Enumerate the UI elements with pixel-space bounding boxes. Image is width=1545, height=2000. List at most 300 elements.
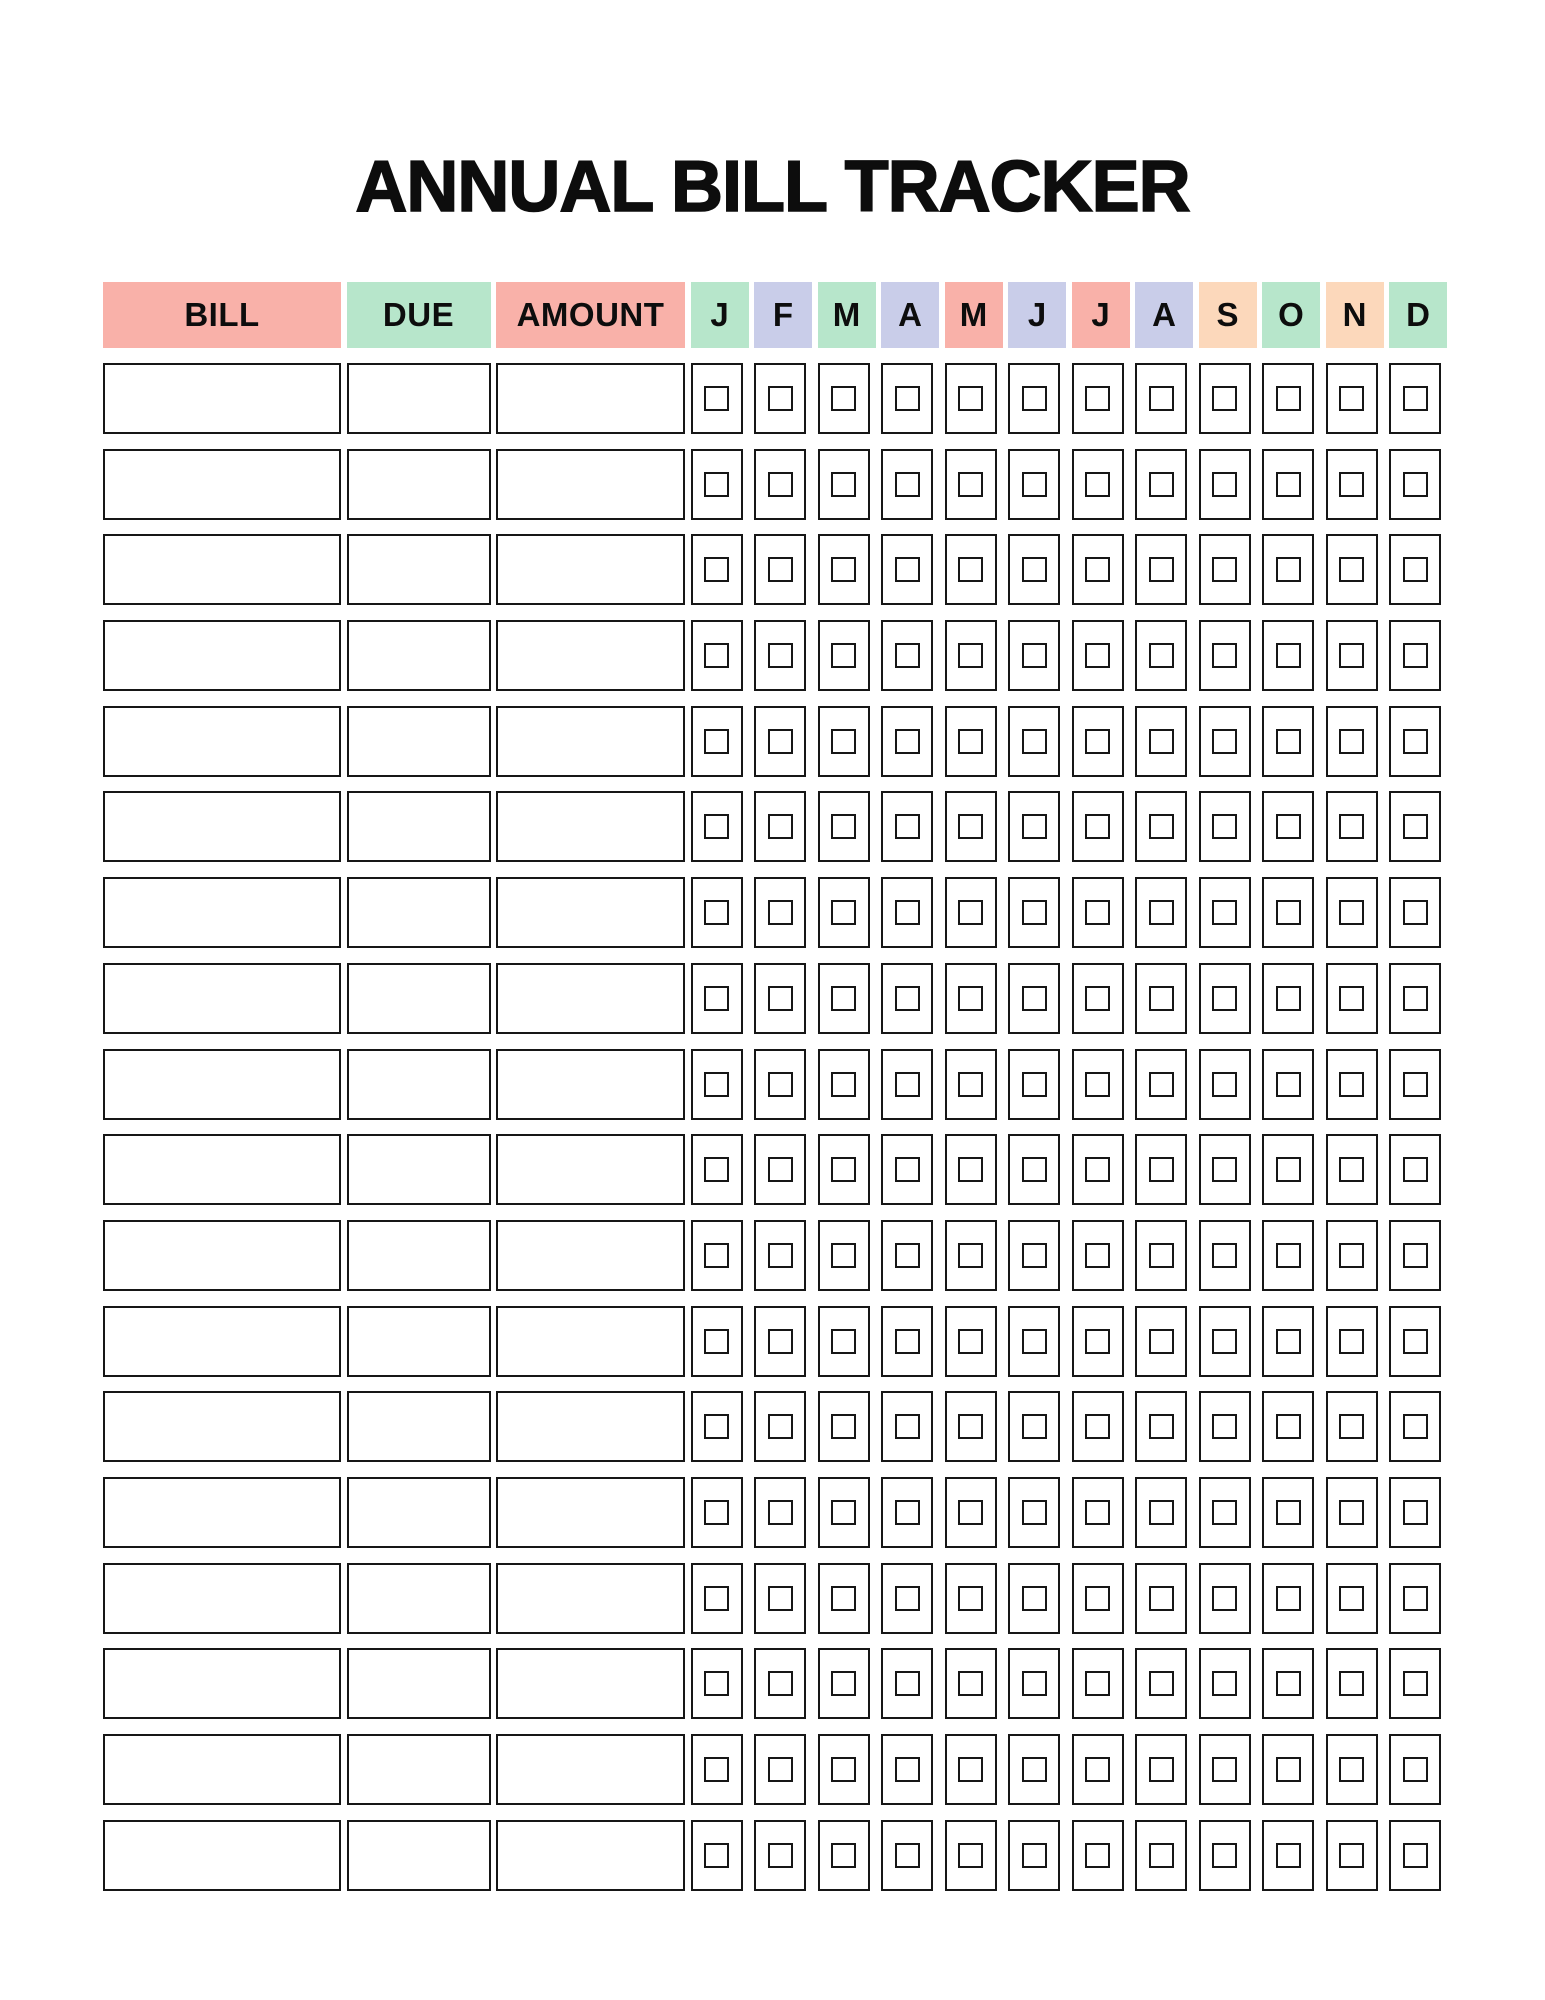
checkbox-inner-square bbox=[1149, 557, 1174, 582]
august-paid-checkbox[interactable] bbox=[1135, 1134, 1187, 1205]
amount-field[interactable] bbox=[496, 706, 685, 777]
march-paid-checkbox[interactable] bbox=[818, 1820, 870, 1891]
april-paid-checkbox[interactable] bbox=[881, 449, 933, 520]
may-paid-checkbox[interactable] bbox=[945, 1563, 997, 1634]
february-paid-checkbox[interactable] bbox=[754, 1477, 806, 1548]
july-paid-checkbox[interactable] bbox=[1072, 620, 1124, 691]
may-paid-checkbox[interactable] bbox=[945, 1134, 997, 1205]
april-paid-checkbox[interactable] bbox=[881, 363, 933, 434]
august-paid-checkbox[interactable] bbox=[1135, 1477, 1187, 1548]
september-paid-checkbox[interactable] bbox=[1199, 963, 1251, 1034]
due-field[interactable] bbox=[347, 363, 491, 434]
march-paid-checkbox[interactable] bbox=[818, 1134, 870, 1205]
september-paid-checkbox[interactable] bbox=[1199, 363, 1251, 434]
january-paid-checkbox[interactable] bbox=[691, 534, 743, 605]
march-paid-checkbox[interactable] bbox=[818, 1734, 870, 1805]
april-paid-checkbox[interactable] bbox=[881, 1049, 933, 1120]
july-paid-checkbox[interactable] bbox=[1072, 1134, 1124, 1205]
due-field[interactable] bbox=[347, 877, 491, 948]
checkbox-inner-square bbox=[895, 386, 920, 411]
november-paid-checkbox[interactable] bbox=[1326, 1820, 1378, 1891]
june-paid-checkbox[interactable] bbox=[1008, 1477, 1060, 1548]
january-paid-checkbox[interactable] bbox=[691, 877, 743, 948]
march-paid-checkbox[interactable] bbox=[818, 1220, 870, 1291]
august-paid-checkbox[interactable] bbox=[1135, 1820, 1187, 1891]
january-paid-checkbox[interactable] bbox=[691, 1820, 743, 1891]
june-paid-checkbox[interactable] bbox=[1008, 363, 1060, 434]
november-paid-checkbox[interactable] bbox=[1326, 791, 1378, 862]
may-paid-checkbox[interactable] bbox=[945, 877, 997, 948]
august-paid-checkbox[interactable] bbox=[1135, 449, 1187, 520]
january-paid-checkbox[interactable] bbox=[691, 1477, 743, 1548]
may-paid-checkbox[interactable] bbox=[945, 1306, 997, 1377]
due-field[interactable] bbox=[347, 1477, 491, 1548]
amount-field[interactable] bbox=[496, 963, 685, 1034]
august-paid-checkbox[interactable] bbox=[1135, 877, 1187, 948]
may-paid-checkbox[interactable] bbox=[945, 963, 997, 1034]
checkbox-inner-square bbox=[1149, 643, 1174, 668]
amount-field[interactable] bbox=[496, 1734, 685, 1805]
amount-field[interactable] bbox=[496, 1648, 685, 1719]
february-paid-checkbox[interactable] bbox=[754, 963, 806, 1034]
august-paid-checkbox[interactable] bbox=[1135, 620, 1187, 691]
september-paid-checkbox[interactable] bbox=[1199, 1306, 1251, 1377]
october-paid-checkbox[interactable] bbox=[1262, 1563, 1314, 1634]
november-paid-checkbox[interactable] bbox=[1326, 1734, 1378, 1805]
april-paid-checkbox[interactable] bbox=[881, 620, 933, 691]
december-paid-checkbox[interactable] bbox=[1389, 1820, 1441, 1891]
january-paid-checkbox[interactable] bbox=[691, 1220, 743, 1291]
september-paid-checkbox[interactable] bbox=[1199, 706, 1251, 777]
january-paid-checkbox[interactable] bbox=[691, 1391, 743, 1462]
june-paid-checkbox[interactable] bbox=[1008, 1134, 1060, 1205]
december-paid-checkbox[interactable] bbox=[1389, 1049, 1441, 1120]
june-paid-checkbox[interactable] bbox=[1008, 1391, 1060, 1462]
due-field[interactable] bbox=[347, 1306, 491, 1377]
february-paid-checkbox[interactable] bbox=[754, 1391, 806, 1462]
june-paid-checkbox[interactable] bbox=[1008, 1563, 1060, 1634]
october-paid-checkbox[interactable] bbox=[1262, 963, 1314, 1034]
may-paid-checkbox[interactable] bbox=[945, 1391, 997, 1462]
april-paid-checkbox[interactable] bbox=[881, 1134, 933, 1205]
november-paid-checkbox[interactable] bbox=[1326, 1220, 1378, 1291]
december-paid-checkbox[interactable] bbox=[1389, 791, 1441, 862]
april-paid-checkbox[interactable] bbox=[881, 1391, 933, 1462]
due-field[interactable] bbox=[347, 1734, 491, 1805]
july-paid-checkbox[interactable] bbox=[1072, 1734, 1124, 1805]
amount-field[interactable] bbox=[496, 1220, 685, 1291]
december-paid-checkbox[interactable] bbox=[1389, 1306, 1441, 1377]
april-paid-checkbox[interactable] bbox=[881, 877, 933, 948]
april-paid-checkbox[interactable] bbox=[881, 791, 933, 862]
april-paid-checkbox[interactable] bbox=[881, 706, 933, 777]
checkbox-inner-square bbox=[1149, 1586, 1174, 1611]
due-field[interactable] bbox=[347, 1049, 491, 1120]
november-paid-checkbox[interactable] bbox=[1326, 449, 1378, 520]
due-field[interactable] bbox=[347, 1820, 491, 1891]
due-field[interactable] bbox=[347, 1563, 491, 1634]
due-field[interactable] bbox=[347, 963, 491, 1034]
november-paid-checkbox[interactable] bbox=[1326, 1563, 1378, 1634]
november-paid-checkbox[interactable] bbox=[1326, 620, 1378, 691]
may-paid-checkbox[interactable] bbox=[945, 534, 997, 605]
february-paid-checkbox[interactable] bbox=[754, 363, 806, 434]
bill-field[interactable] bbox=[103, 534, 341, 605]
april-paid-checkbox[interactable] bbox=[881, 1563, 933, 1634]
bill-row-6 bbox=[103, 791, 1447, 862]
checkbox-inner-square bbox=[958, 1757, 983, 1782]
october-paid-checkbox[interactable] bbox=[1262, 363, 1314, 434]
june-paid-checkbox[interactable] bbox=[1008, 877, 1060, 948]
november-paid-checkbox[interactable] bbox=[1326, 534, 1378, 605]
october-paid-checkbox[interactable] bbox=[1262, 534, 1314, 605]
august-paid-checkbox[interactable] bbox=[1135, 1306, 1187, 1377]
july-paid-checkbox[interactable] bbox=[1072, 963, 1124, 1034]
june-paid-checkbox[interactable] bbox=[1008, 1049, 1060, 1120]
january-paid-checkbox[interactable] bbox=[691, 791, 743, 862]
april-paid-checkbox[interactable] bbox=[881, 1648, 933, 1719]
december-paid-checkbox[interactable] bbox=[1389, 963, 1441, 1034]
november-paid-checkbox[interactable] bbox=[1326, 1648, 1378, 1719]
april-paid-checkbox[interactable] bbox=[881, 534, 933, 605]
february-paid-checkbox[interactable] bbox=[754, 1648, 806, 1719]
july-paid-checkbox[interactable] bbox=[1072, 1563, 1124, 1634]
may-paid-checkbox[interactable] bbox=[945, 1820, 997, 1891]
checkbox-inner-square bbox=[895, 1414, 920, 1439]
bill-field[interactable] bbox=[103, 1477, 341, 1548]
october-paid-checkbox[interactable] bbox=[1262, 620, 1314, 691]
february-paid-checkbox[interactable] bbox=[754, 791, 806, 862]
july-paid-checkbox[interactable] bbox=[1072, 1391, 1124, 1462]
checkbox-inner-square bbox=[768, 1843, 793, 1868]
december-paid-checkbox[interactable] bbox=[1389, 363, 1441, 434]
july-paid-checkbox[interactable] bbox=[1072, 1220, 1124, 1291]
september-paid-checkbox[interactable] bbox=[1199, 1134, 1251, 1205]
may-paid-checkbox[interactable] bbox=[945, 1648, 997, 1719]
amount-field[interactable] bbox=[496, 1563, 685, 1634]
september-paid-checkbox[interactable] bbox=[1199, 534, 1251, 605]
october-paid-checkbox[interactable] bbox=[1262, 1134, 1314, 1205]
february-paid-checkbox[interactable] bbox=[754, 1306, 806, 1377]
december-paid-checkbox[interactable] bbox=[1389, 1134, 1441, 1205]
february-paid-checkbox[interactable] bbox=[754, 1563, 806, 1634]
amount-field[interactable] bbox=[496, 1306, 685, 1377]
january-paid-checkbox[interactable] bbox=[691, 706, 743, 777]
january-paid-checkbox[interactable] bbox=[691, 1134, 743, 1205]
december-paid-checkbox[interactable] bbox=[1389, 1391, 1441, 1462]
march-paid-checkbox[interactable] bbox=[818, 449, 870, 520]
april-paid-checkbox[interactable] bbox=[881, 963, 933, 1034]
bill-field[interactable] bbox=[103, 620, 341, 691]
bill-field[interactable] bbox=[103, 1820, 341, 1891]
amount-field[interactable] bbox=[496, 534, 685, 605]
february-paid-checkbox[interactable] bbox=[754, 706, 806, 777]
bill-field[interactable] bbox=[103, 1220, 341, 1291]
january-paid-checkbox[interactable] bbox=[691, 1049, 743, 1120]
march-paid-checkbox[interactable] bbox=[818, 1648, 870, 1719]
february-paid-checkbox[interactable] bbox=[754, 877, 806, 948]
month-header-july: J bbox=[1072, 282, 1130, 348]
bill-field[interactable] bbox=[103, 706, 341, 777]
amount-field[interactable] bbox=[496, 1049, 685, 1120]
bill-field[interactable] bbox=[103, 877, 341, 948]
july-paid-checkbox[interactable] bbox=[1072, 1306, 1124, 1377]
january-paid-checkbox[interactable] bbox=[691, 1563, 743, 1634]
checkbox-inner-square bbox=[1212, 1671, 1237, 1696]
january-paid-checkbox[interactable] bbox=[691, 963, 743, 1034]
august-paid-checkbox[interactable] bbox=[1135, 791, 1187, 862]
june-paid-checkbox[interactable] bbox=[1008, 449, 1060, 520]
bill-field[interactable] bbox=[103, 449, 341, 520]
november-paid-checkbox[interactable] bbox=[1326, 877, 1378, 948]
march-paid-checkbox[interactable] bbox=[818, 1306, 870, 1377]
march-paid-checkbox[interactable] bbox=[818, 963, 870, 1034]
checkbox-inner-square bbox=[895, 1157, 920, 1182]
november-paid-checkbox[interactable] bbox=[1326, 1306, 1378, 1377]
due-field[interactable] bbox=[347, 620, 491, 691]
checkbox-inner-square bbox=[1339, 729, 1364, 754]
august-paid-checkbox[interactable] bbox=[1135, 1648, 1187, 1719]
amount-field[interactable] bbox=[496, 1391, 685, 1462]
checkbox-inner-square bbox=[958, 729, 983, 754]
checkbox-inner-square bbox=[1149, 986, 1174, 1011]
may-paid-checkbox[interactable] bbox=[945, 1477, 997, 1548]
may-paid-checkbox[interactable] bbox=[945, 1734, 997, 1805]
august-paid-checkbox[interactable] bbox=[1135, 534, 1187, 605]
january-paid-checkbox[interactable] bbox=[691, 363, 743, 434]
due-field[interactable] bbox=[347, 1391, 491, 1462]
november-paid-checkbox[interactable] bbox=[1326, 1477, 1378, 1548]
march-paid-checkbox[interactable] bbox=[818, 1391, 870, 1462]
september-paid-checkbox[interactable] bbox=[1199, 1734, 1251, 1805]
due-field[interactable] bbox=[347, 1648, 491, 1719]
august-paid-checkbox[interactable] bbox=[1135, 1049, 1187, 1120]
september-paid-checkbox[interactable] bbox=[1199, 620, 1251, 691]
bill-tracker-table bbox=[103, 282, 1447, 1891]
due-field[interactable] bbox=[347, 449, 491, 520]
december-paid-checkbox[interactable] bbox=[1389, 1477, 1441, 1548]
april-paid-checkbox[interactable] bbox=[881, 1820, 933, 1891]
july-paid-checkbox[interactable] bbox=[1072, 449, 1124, 520]
september-paid-checkbox[interactable] bbox=[1199, 1648, 1251, 1719]
december-paid-checkbox[interactable] bbox=[1389, 1648, 1441, 1719]
checkbox-inner-square bbox=[895, 557, 920, 582]
march-paid-checkbox[interactable] bbox=[818, 534, 870, 605]
october-paid-checkbox[interactable] bbox=[1262, 1306, 1314, 1377]
june-paid-checkbox[interactable] bbox=[1008, 1734, 1060, 1805]
bill-field[interactable] bbox=[103, 1648, 341, 1719]
october-paid-checkbox[interactable] bbox=[1262, 706, 1314, 777]
amount-field[interactable] bbox=[496, 1477, 685, 1548]
july-paid-checkbox[interactable] bbox=[1072, 534, 1124, 605]
july-paid-checkbox[interactable] bbox=[1072, 706, 1124, 777]
december-paid-checkbox[interactable] bbox=[1389, 1220, 1441, 1291]
september-paid-checkbox[interactable] bbox=[1199, 1820, 1251, 1891]
checkbox-inner-square bbox=[1403, 1757, 1428, 1782]
amount-field[interactable] bbox=[496, 1134, 685, 1205]
july-paid-checkbox[interactable] bbox=[1072, 791, 1124, 862]
july-paid-checkbox[interactable] bbox=[1072, 363, 1124, 434]
february-paid-checkbox[interactable] bbox=[754, 1134, 806, 1205]
july-paid-checkbox[interactable] bbox=[1072, 1049, 1124, 1120]
due-field[interactable] bbox=[347, 791, 491, 862]
april-paid-checkbox[interactable] bbox=[881, 1477, 933, 1548]
february-paid-checkbox[interactable] bbox=[754, 620, 806, 691]
october-paid-checkbox[interactable] bbox=[1262, 1220, 1314, 1291]
amount-field[interactable] bbox=[496, 363, 685, 434]
checkbox-inner-square bbox=[1339, 643, 1364, 668]
may-paid-checkbox[interactable] bbox=[945, 791, 997, 862]
october-paid-checkbox[interactable] bbox=[1262, 1391, 1314, 1462]
june-paid-checkbox[interactable] bbox=[1008, 1820, 1060, 1891]
february-paid-checkbox[interactable] bbox=[754, 1734, 806, 1805]
april-paid-checkbox[interactable] bbox=[881, 1734, 933, 1805]
november-paid-checkbox[interactable] bbox=[1326, 1049, 1378, 1120]
may-paid-checkbox[interactable] bbox=[945, 706, 997, 777]
checkbox-inner-square bbox=[1339, 1500, 1364, 1525]
december-paid-checkbox[interactable] bbox=[1389, 534, 1441, 605]
august-paid-checkbox[interactable] bbox=[1135, 963, 1187, 1034]
august-paid-checkbox[interactable] bbox=[1135, 1220, 1187, 1291]
february-paid-checkbox[interactable] bbox=[754, 1220, 806, 1291]
january-paid-checkbox[interactable] bbox=[691, 1648, 743, 1719]
july-paid-checkbox[interactable] bbox=[1072, 1820, 1124, 1891]
amount-field[interactable] bbox=[496, 791, 685, 862]
september-paid-checkbox[interactable] bbox=[1199, 1049, 1251, 1120]
march-paid-checkbox[interactable] bbox=[818, 791, 870, 862]
october-paid-checkbox[interactable] bbox=[1262, 1049, 1314, 1120]
amount-field[interactable] bbox=[496, 449, 685, 520]
amount-field[interactable] bbox=[496, 620, 685, 691]
bill-field[interactable] bbox=[103, 1306, 341, 1377]
amount-field[interactable] bbox=[496, 877, 685, 948]
september-paid-checkbox[interactable] bbox=[1199, 877, 1251, 948]
march-paid-checkbox[interactable] bbox=[818, 1477, 870, 1548]
bill-field[interactable] bbox=[103, 791, 341, 862]
checkbox-inner-square bbox=[958, 814, 983, 839]
due-field[interactable] bbox=[347, 706, 491, 777]
september-paid-checkbox[interactable] bbox=[1199, 449, 1251, 520]
november-paid-checkbox[interactable] bbox=[1326, 1391, 1378, 1462]
march-paid-checkbox[interactable] bbox=[818, 620, 870, 691]
amount-field[interactable] bbox=[496, 1820, 685, 1891]
june-paid-checkbox[interactable] bbox=[1008, 1306, 1060, 1377]
september-paid-checkbox[interactable] bbox=[1199, 791, 1251, 862]
bill-field[interactable] bbox=[103, 1049, 341, 1120]
checkbox-inner-square bbox=[1022, 900, 1047, 925]
checkbox-inner-square bbox=[704, 986, 729, 1011]
october-paid-checkbox[interactable] bbox=[1262, 1734, 1314, 1805]
may-paid-checkbox[interactable] bbox=[945, 620, 997, 691]
october-paid-checkbox[interactable] bbox=[1262, 877, 1314, 948]
may-paid-checkbox[interactable] bbox=[945, 449, 997, 520]
august-paid-checkbox[interactable] bbox=[1135, 1734, 1187, 1805]
november-paid-checkbox[interactable] bbox=[1326, 363, 1378, 434]
bill-field[interactable] bbox=[103, 1734, 341, 1805]
february-paid-checkbox[interactable] bbox=[754, 449, 806, 520]
january-paid-checkbox[interactable] bbox=[691, 620, 743, 691]
checkbox-inner-square bbox=[1276, 386, 1301, 411]
november-paid-checkbox[interactable] bbox=[1326, 1134, 1378, 1205]
march-paid-checkbox[interactable] bbox=[818, 1563, 870, 1634]
august-paid-checkbox[interactable] bbox=[1135, 363, 1187, 434]
may-paid-checkbox[interactable] bbox=[945, 1220, 997, 1291]
march-paid-checkbox[interactable] bbox=[818, 706, 870, 777]
bill-field[interactable] bbox=[103, 363, 341, 434]
checkbox-inner-square bbox=[1212, 386, 1237, 411]
december-paid-checkbox[interactable] bbox=[1389, 706, 1441, 777]
december-paid-checkbox[interactable] bbox=[1389, 620, 1441, 691]
june-paid-checkbox[interactable] bbox=[1008, 1220, 1060, 1291]
checkbox-inner-square bbox=[958, 1586, 983, 1611]
bill-field[interactable] bbox=[103, 1134, 341, 1205]
october-paid-checkbox[interactable] bbox=[1262, 1820, 1314, 1891]
december-paid-checkbox[interactable] bbox=[1389, 449, 1441, 520]
due-field[interactable] bbox=[347, 534, 491, 605]
april-paid-checkbox[interactable] bbox=[881, 1306, 933, 1377]
january-paid-checkbox[interactable] bbox=[691, 449, 743, 520]
october-paid-checkbox[interactable] bbox=[1262, 791, 1314, 862]
august-paid-checkbox[interactable] bbox=[1135, 1563, 1187, 1634]
june-paid-checkbox[interactable] bbox=[1008, 620, 1060, 691]
bill-field[interactable] bbox=[103, 1563, 341, 1634]
checkbox-inner-square bbox=[1339, 472, 1364, 497]
bill-field[interactable] bbox=[103, 963, 341, 1034]
july-paid-checkbox[interactable] bbox=[1072, 1477, 1124, 1548]
may-paid-checkbox[interactable] bbox=[945, 363, 997, 434]
june-paid-checkbox[interactable] bbox=[1008, 963, 1060, 1034]
march-paid-checkbox[interactable] bbox=[818, 363, 870, 434]
july-paid-checkbox[interactable] bbox=[1072, 877, 1124, 948]
february-paid-checkbox[interactable] bbox=[754, 534, 806, 605]
august-paid-checkbox[interactable] bbox=[1135, 1391, 1187, 1462]
checkbox-inner-square bbox=[958, 900, 983, 925]
september-paid-checkbox[interactable] bbox=[1199, 1563, 1251, 1634]
october-paid-checkbox[interactable] bbox=[1262, 449, 1314, 520]
due-field[interactable] bbox=[347, 1134, 491, 1205]
checkbox-inner-square bbox=[1212, 1843, 1237, 1868]
june-paid-checkbox[interactable] bbox=[1008, 1648, 1060, 1719]
december-paid-checkbox[interactable] bbox=[1389, 877, 1441, 948]
march-paid-checkbox[interactable] bbox=[818, 877, 870, 948]
bill-field[interactable] bbox=[103, 1391, 341, 1462]
november-paid-checkbox[interactable] bbox=[1326, 963, 1378, 1034]
august-paid-checkbox[interactable] bbox=[1135, 706, 1187, 777]
november-paid-checkbox[interactable] bbox=[1326, 706, 1378, 777]
july-paid-checkbox[interactable] bbox=[1072, 1648, 1124, 1719]
december-paid-checkbox[interactable] bbox=[1389, 1563, 1441, 1634]
june-paid-checkbox[interactable] bbox=[1008, 706, 1060, 777]
october-paid-checkbox[interactable] bbox=[1262, 1477, 1314, 1548]
october-paid-checkbox[interactable] bbox=[1262, 1648, 1314, 1719]
march-paid-checkbox[interactable] bbox=[818, 1049, 870, 1120]
january-paid-checkbox[interactable] bbox=[691, 1734, 743, 1805]
april-paid-checkbox[interactable] bbox=[881, 1220, 933, 1291]
checkbox-inner-square bbox=[1022, 1157, 1047, 1182]
june-paid-checkbox[interactable] bbox=[1008, 791, 1060, 862]
september-paid-checkbox[interactable] bbox=[1199, 1391, 1251, 1462]
june-paid-checkbox[interactable] bbox=[1008, 534, 1060, 605]
september-paid-checkbox[interactable] bbox=[1199, 1477, 1251, 1548]
may-paid-checkbox[interactable] bbox=[945, 1049, 997, 1120]
september-paid-checkbox[interactable] bbox=[1199, 1220, 1251, 1291]
february-paid-checkbox[interactable] bbox=[754, 1820, 806, 1891]
due-field[interactable] bbox=[347, 1220, 491, 1291]
january-paid-checkbox[interactable] bbox=[691, 1306, 743, 1377]
february-paid-checkbox[interactable] bbox=[754, 1049, 806, 1120]
checkbox-inner-square bbox=[704, 814, 729, 839]
december-paid-checkbox[interactable] bbox=[1389, 1734, 1441, 1805]
